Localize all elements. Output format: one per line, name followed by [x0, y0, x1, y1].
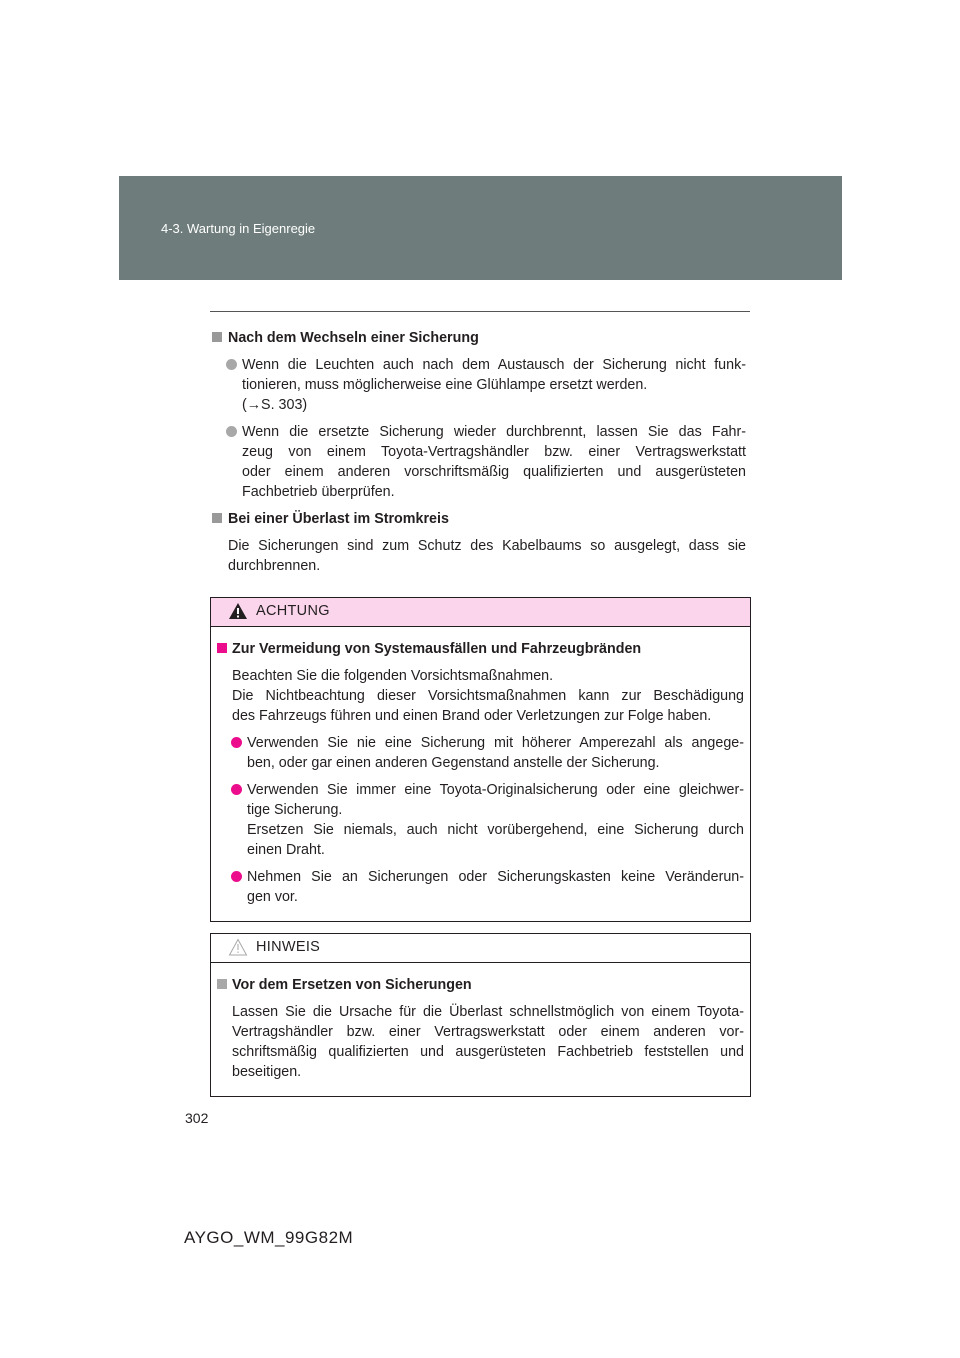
caution-outline-icon [228, 938, 248, 956]
page-reference-link[interactable]: (→S. 303) [242, 397, 308, 413]
square-bullet-icon [217, 643, 227, 653]
circle-bullet-icon [226, 426, 237, 437]
bullet-blown-again: Wenn die ersetzte Sicherung wieder durchbrennt, lassen Sie das Fahr- zeug von einem Toyota-Vertragshändler bzw. einer Vertragswerkstatt oder einem anderen vorschriftsmäßig qualifizierten und ausgerüsteten Fachbetrieb überprüfen. [212, 422, 746, 502]
achtung-bullet-original-fuse: Verwenden Sie immer eine Toyota-Originalsicherung oder eine gleichwer- tige Sicherung. Ersetzen Sie niemals, auch nicht vorübergehend, eine Sicherung durch einen Draht. [217, 780, 744, 860]
achtung-box [210, 597, 751, 922]
achtung-title: ACHTUNG [256, 603, 330, 619]
document-code: AYGO_WM_99G82M [184, 1228, 354, 1247]
circle-bullet-icon [226, 359, 237, 370]
warning-triangle-icon [228, 602, 248, 620]
heading-overload: Bei einer Überlast im Stromkreis [212, 509, 746, 529]
achtung-title-bar [211, 598, 750, 627]
achtung-intro: Beachten Sie die folgenden Vorsichtsmaßnahmen. Die Nichtbeachtung dieser Vorsichtsmaßnahmen kann zur Beschädigung des Fahrzeugs führen und einen Brand oder Verletzungen zur Folge haben. [232, 668, 744, 724]
achtung-body [211, 627, 750, 921]
main-content [212, 328, 746, 583]
circle-bullet-icon [231, 784, 242, 795]
section-title: 4-3. Wartung in Eigenregie [161, 221, 316, 236]
hinweis-text: Lassen Sie die Ursache für die Überlast schnellstmöglich von einem Toyota- Vertragshändler bzw. einer Vertragswerkstatt oder einem anderen vor- schriftsmäßig qualifizierten und ausgerüsteten Fachbetrieb feststellen und beseitigen. [232, 1004, 744, 1080]
hinweis-title-bar [211, 934, 750, 963]
achtung-bullet-amperage: Verwenden Sie nie eine Sicherung mit höherer Amperezahl als angege- ben, oder gar einen anderen Gegenstand anstelle der Sicherung. [217, 733, 744, 773]
square-bullet-icon [212, 513, 222, 523]
circle-bullet-icon [231, 871, 242, 882]
overload-text: Die Sicherungen sind zum Schutz des Kabelbaums so ausgelegt, dass sie durchbrennen. [228, 538, 746, 574]
divider [210, 311, 750, 312]
hinweis-body [211, 963, 750, 1096]
square-bullet-icon [212, 332, 222, 342]
bullet-lights: Wenn die Leuchten auch nach dem Austausch der Sicherung nicht funk- tionieren, muss möglicherweise eine Glühlampe ersetzt werden. (→S. 303) [212, 355, 746, 415]
page-number: 302 [185, 1110, 209, 1126]
hinweis-box [210, 933, 751, 1097]
achtung-bullet-no-modification: Nehmen Sie an Sicherungen oder Sicherungskasten keine Veränderun- gen vor. [217, 867, 744, 907]
hinweis-heading: Vor dem Ersetzen von Sicherungen [217, 975, 744, 995]
hinweis-title: HINWEIS [256, 939, 321, 955]
square-bullet-icon [217, 979, 227, 989]
heading-after-fuse-change: Nach dem Wechseln einer Sicherung [212, 328, 746, 348]
circle-bullet-icon [231, 737, 242, 748]
header-band [119, 176, 842, 280]
achtung-heading: Zur Vermeidung von Systemausfällen und Fahrzeugbränden [217, 639, 744, 659]
